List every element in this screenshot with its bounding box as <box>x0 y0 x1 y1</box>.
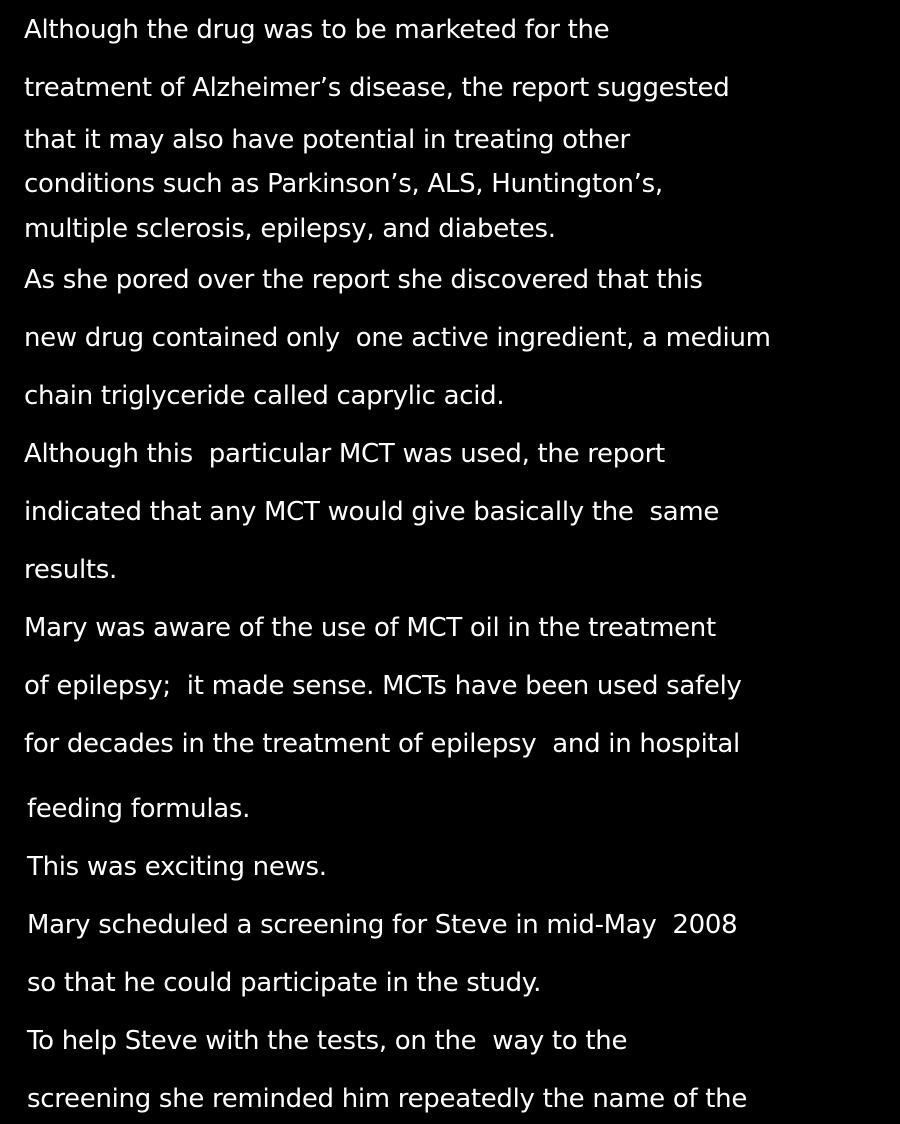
text-line: that it may also have potential in treating other <box>24 125 630 155</box>
text-line: of epilepsy; it made sense. MCTs have been used safely <box>24 671 742 701</box>
text-line: so that he could participate in the study. <box>27 968 542 998</box>
text-line: indicated that any MCT would give basically the same <box>24 497 720 527</box>
text-line: Although the drug was to be marketed for the <box>24 15 610 45</box>
text-line: new drug contained only one active ingredient, a medium <box>24 323 771 353</box>
text-line: Although this particular MCT was used, the report <box>24 439 665 469</box>
text-line: Mary scheduled a screening for Steve in mid-May 2008 <box>27 910 738 940</box>
text-line: results. <box>24 555 117 585</box>
text-line: chain triglyceride called caprylic acid. <box>24 381 505 411</box>
text-line: Mary was aware of the use of MCT oil in the treatment <box>24 613 716 643</box>
text-line: conditions such as Parkinson’s, ALS, Huntington’s, <box>24 169 663 199</box>
text-line: feeding formulas. <box>27 794 251 824</box>
text-line: screening she reminded him repeatedly the name of the <box>27 1084 748 1114</box>
text-line: multiple sclerosis, epilepsy, and diabetes. <box>24 214 556 244</box>
text-line: This was exciting news. <box>27 852 327 882</box>
text-line: treatment of Alzheimer’s disease, the report suggested <box>24 73 730 103</box>
text-line: for decades in the treatment of epilepsy and in hospital <box>24 729 740 759</box>
text-line: To help Steve with the tests, on the way to the <box>27 1026 628 1056</box>
text-line: As she pored over the report she discovered that this <box>24 265 703 295</box>
